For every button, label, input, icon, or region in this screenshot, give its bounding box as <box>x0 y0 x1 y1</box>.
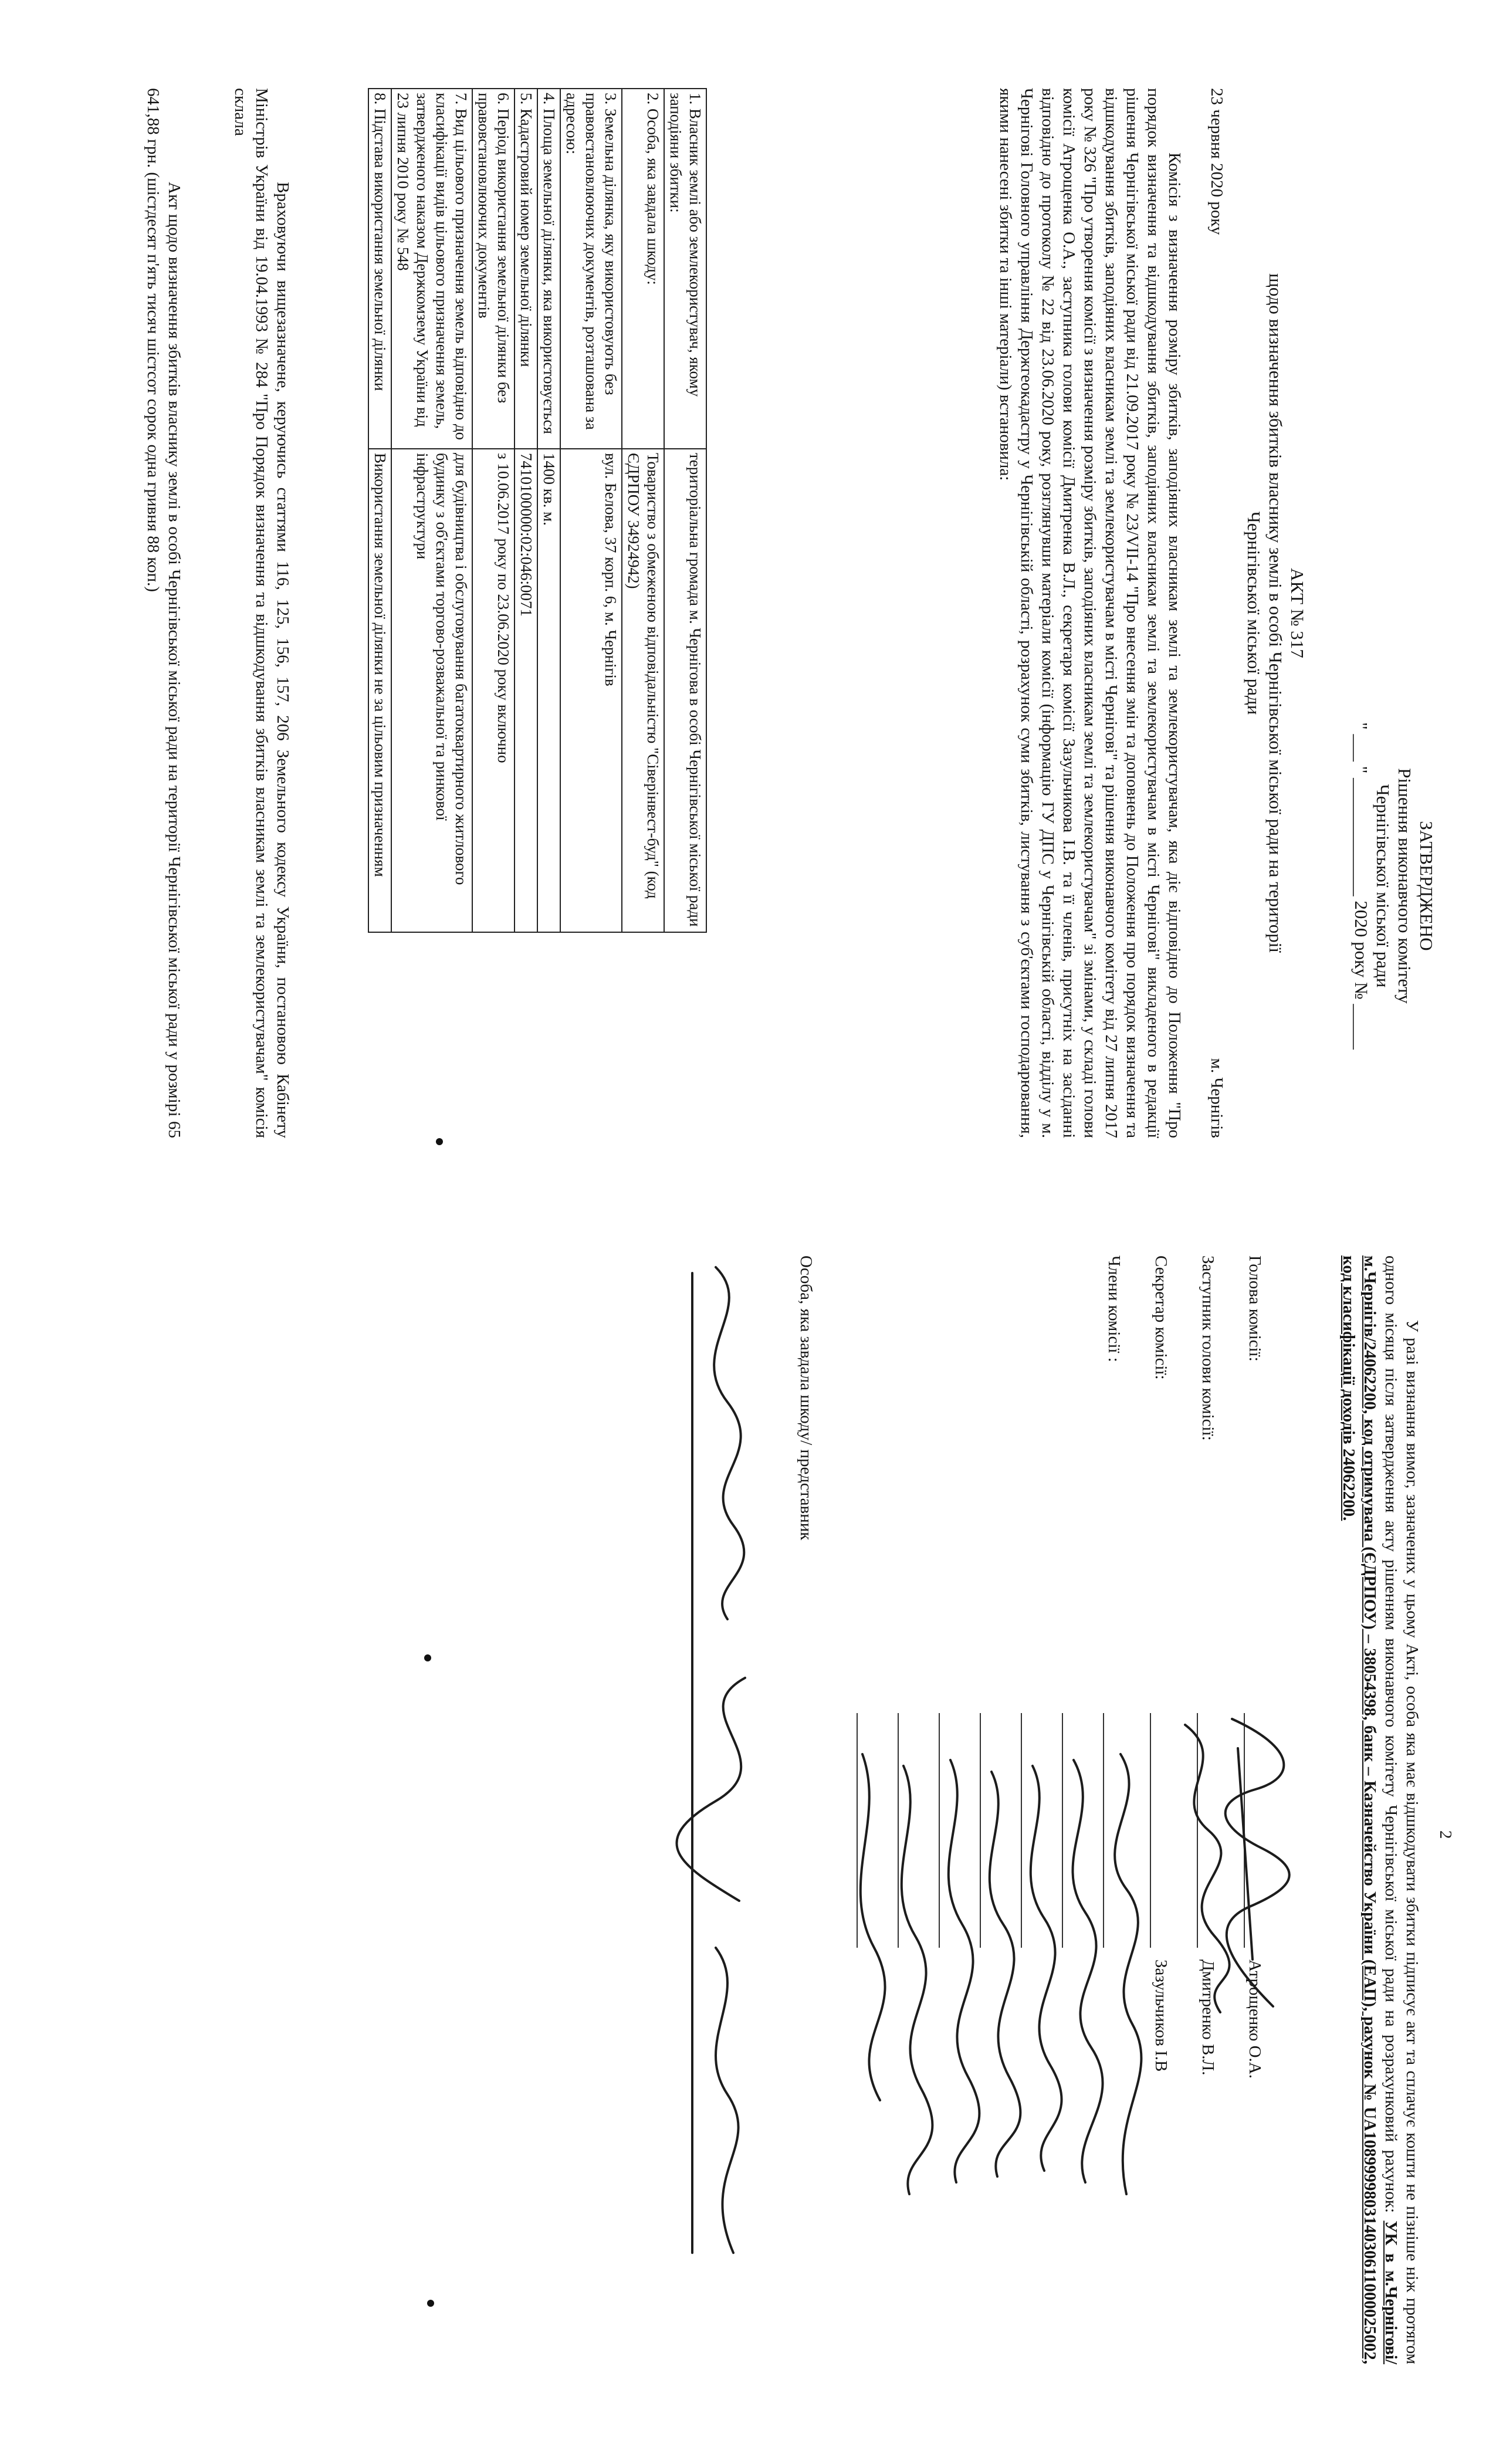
table-key: 3. Земельна ділянка, яку використовують без правовстановлюючих документів, розташована за адресою: <box>560 89 622 449</box>
scan-speck <box>427 2300 434 2307</box>
table-row <box>472 89 515 932</box>
scan-speck <box>424 1654 431 1661</box>
conclusion-amount-paragraph: Акт щодо визначення збитків власнику землі в особі Чернігівської міської ради на території Чернігівської міської ради у розмірі 65 641,88 грн. (шістдесят п'ять тисяч шістсот сорок одна гривня 88 коп.) <box>144 88 184 1138</box>
table-value: для будівництва і обслуговування багатоквартирного житлового будинку з об'єктами торгово-розважальної та ринкової інфраструктури <box>391 449 472 932</box>
deputy-label: Заступник голови комісії: <box>1199 1255 1217 1441</box>
payment-text: У разі визнання вимог, зазначених у цьому Акті, особа яка має відшкодувати збитки підписує акт та сплачує кошти не пізніше ніж протягом одного місяця після затвердження акту рішенням виконавчого комітету Чернігівської міської ради на розрахунковий рахунок: <box>1382 1255 1421 2364</box>
members-handwriting <box>839 1748 1144 2206</box>
page-number: 2 <box>1436 1830 1455 1839</box>
table-key: 6. Період використання земельної ділянки без правовстановлюючих документів <box>472 89 515 449</box>
chairman-name: Атрощенко О.А. <box>1245 1959 1264 2079</box>
approval-line-date: " ___ " _____________ 2020 року № _____ <box>1351 722 1372 1050</box>
members-label: Члени комісії : <box>1105 1255 1123 1362</box>
payment-paragraph <box>1338 1255 1423 2364</box>
approval-block <box>1351 622 1437 1150</box>
intro-paragraph: Комісія з визначення розміру збитків, заподіяних власникам землі та землекористувачам, яка діє відповідно до Положення "Про порядок визначення та відшкодування збитків, заподіяних власникам землі та землекористувачам в місті Чернігові" викладеного в редакції рішення Чернігівської міської ради від 21.09.2017 року № 23/VII-14 "Про внесення змін та доповнень до Положення про порядок визначення та відшкодування збитків, заподіяних власникам землі та землекористувачам в місті Чернігові" та рішення виконавчого комітету від 27 липня 2017 року № 326 "Про утворення комісії з визначення розміру збитків, заподіяних власникам землі та землекористувачам" зі змінами, у складі голови комісії Атрощенка О.А., заступника голови комісії Дмитренка В.Л., секретаря комісії Зазульчикова І.В. та її членів, присутніх на засіданні відповідно до протоколу № 22 від 23.06.2020 року, розглянувши матеріали комісії (інформацію ГУ ДПС у Чернігівській області, відділу у м. Чернігові Головного управління Держгеокадастру у Чернігівській області, розрахунок суми збитків, листування з суб'єктами господарювання, якими нанесені збитки та інші матеріали) встановила: <box>996 88 1184 1138</box>
table-value: Товариство з обмеженою відповідальністю "Сіверінвест-буд" (код ЄДРПОУ 34924942) <box>622 449 664 932</box>
details-table <box>368 88 707 933</box>
act-number: АКТ № 317 <box>1287 568 1308 658</box>
table-row <box>537 89 560 932</box>
table-key: 4. Площа земельної ділянки, яка використовується <box>537 89 560 449</box>
act-title-block <box>1243 88 1308 1138</box>
table-value: 7410100000:02:046:0071 <box>515 449 537 932</box>
conclusion-paragraph: Враховуючи вищезазначене, керуючись статтями 116, 125, 156, 157, 206 Земельного кодексу України, постановою Кабінету Міністрів України від 19.04.1993 № 284 "Про Порядок визначення та відшкодування збитків власникам землі та землекористувачам" комісія склала <box>231 88 292 1138</box>
offender-label: Особа, яка завдала шкоду/ представник <box>797 1255 815 1541</box>
table-row <box>622 89 664 932</box>
approval-line-council: Чернігівської міської ради <box>1373 784 1393 988</box>
table-row <box>368 89 391 932</box>
date-row <box>1203 88 1226 1138</box>
offender-handwriting <box>663 1255 780 2265</box>
secretary-label: Секретар комісії: <box>1152 1255 1170 1380</box>
table-key: 5. Кадастровий номер земельної ділянки <box>515 89 537 449</box>
table-key: 2. Особа, яка завдала шкоду: <box>622 89 664 449</box>
act-subtitle: щодо визначення збитків власнику землі в особі Чернігівської міської ради на території <box>1265 273 1286 953</box>
secretary-name: Зазульчиков І.В <box>1152 1959 1170 2072</box>
deputy-name: Дмитренко В.Л. <box>1199 1959 1217 2076</box>
table-value: Використання земельної ділянки не за цільовим призначенням <box>368 449 391 932</box>
payment-details: УК в м.Чернігові/м.Чернігів/24062200, код отримувача (ЄДРПОУ) – 38054398, банк – Казначейство України (ЕАП), рахунок № UA108999980314030611000025002, код класифікації доходів 24062200. <box>1339 1255 1400 2364</box>
table-key: 1. Власник землі або землекористувач, якому заподіяни збитки: <box>664 89 706 449</box>
chairman-label: Голова комісії: <box>1245 1255 1264 1362</box>
table-value: з 10.06.2017 року по 23.06.2020 року включно <box>472 449 515 932</box>
act-date: 23 червня 2020 року <box>1207 88 1226 235</box>
approval-line-committee: Рішення виконавчого комітету <box>1395 768 1415 1004</box>
table-key: 8. Підстава використання земельної ділянки <box>368 89 391 449</box>
approval-heading: ЗАТВЕРДЖЕНО <box>1416 821 1437 951</box>
act-city: м. Чернігів <box>1207 1058 1226 1138</box>
table-row <box>560 89 622 932</box>
table-row <box>391 89 472 932</box>
table-key: 7. Вид цільового призначення земель відповідно до класифікації видів цільового призначення земель, затвердженого наказом Держкомзему України від 23 липня 2010 року № 548 <box>391 89 472 449</box>
act-subtitle-council: Чернігівської міської ради <box>1244 511 1264 715</box>
scan-speck <box>436 1138 443 1145</box>
table-row <box>664 89 706 932</box>
table-row <box>515 89 537 932</box>
table-value: територіальна громада м. Чернігова в особі Чернігівської міської ради <box>664 449 706 932</box>
page-two <box>0 1232 1496 2464</box>
secretary-signature-line <box>1150 1713 1151 1948</box>
table-value: 1400 кв. м. <box>537 449 560 932</box>
deputy-signature <box>1156 1713 1238 2018</box>
table-value: вул. Белова, 37 корп. 6, м. Чернігів <box>560 449 622 932</box>
